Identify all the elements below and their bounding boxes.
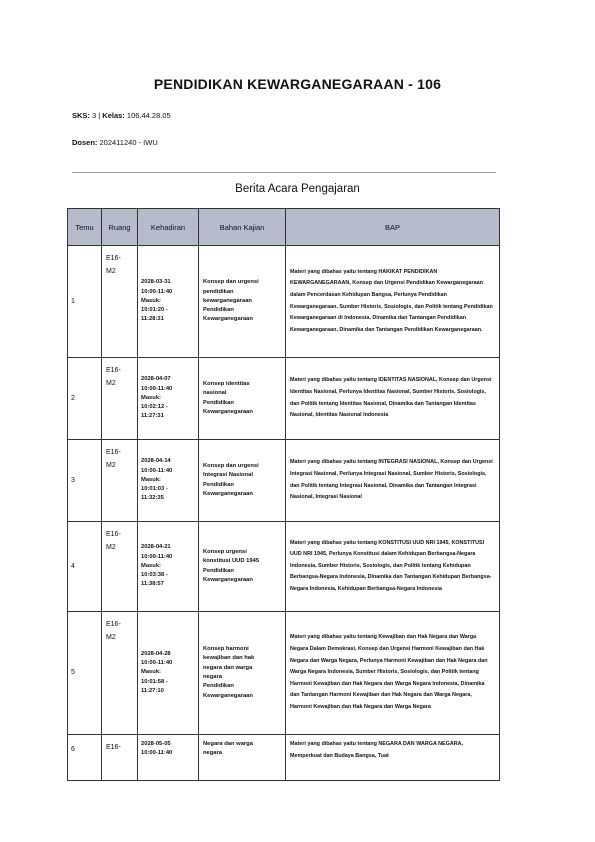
table-row	[68, 735, 500, 781]
cell-temu: 3	[68, 440, 102, 522]
divider	[72, 172, 496, 173]
table-header-row	[68, 209, 500, 246]
header-bap: BAP	[286, 209, 500, 246]
cell-bap: Materi yang dibahas yaitu tentang NEGARA DAN WARGA NEGARA, Memperkuat dan Budaya Bangsa, Tuat	[286, 735, 500, 781]
cell-kehadiran: 2028-04-07 10:00-11:40 Masuk: 10:02:12 - 11:27:31	[138, 358, 199, 440]
header-temu: Temu	[68, 209, 102, 246]
cell-ruang: E16- M2	[102, 522, 138, 612]
cell-kehadiran: 2028-04-28 10:00-11:40 Masuk: 10:01:58 - 11:27:10	[138, 612, 199, 735]
cell-ruang: E16- M2	[102, 612, 138, 735]
table-row	[68, 522, 500, 612]
table-row	[68, 612, 500, 735]
header-kehadiran: Kehadiran	[138, 209, 199, 246]
dosen-label: Dosen:	[72, 138, 98, 147]
cell-kehadiran: 2028-04-14 10:00-11:40 Masuk: 10:01:03 - 11:32:35	[138, 440, 199, 522]
cell-ruang: E16- M2	[102, 440, 138, 522]
table-row	[68, 358, 500, 440]
sks-value: 3 |	[89, 111, 103, 120]
cell-kehadiran: 2028-05-05 10:00-11:40	[138, 735, 199, 781]
cell-ruang: E16- M2	[102, 246, 138, 358]
cell-temu: 1	[68, 246, 102, 358]
cell-kehadiran: 2028-03-31 10:00-11:40 Masuk: 10:01:20 - 11:28:31	[138, 246, 199, 358]
cell-temu: 5	[68, 612, 102, 735]
table-row	[68, 246, 500, 358]
cell-ruang: E16- M2	[102, 358, 138, 440]
header-ruang: Ruang	[102, 209, 138, 246]
sks-label: SKS:	[72, 111, 90, 120]
kelas-value: 106.44.28.05	[124, 111, 171, 120]
cell-bap: Materi yang dibahas yaitu tentang IDENTITAS NASIONAL, Konsep dan Urgensi Identitas Nasional, Perlunya Identitas Nasional, Sumber Historis, Sosiologis, dan Politik tentang Identitas Nasional, Dinamika dan Tantangan Identitas Nasional, Identitas Nasional Indonesia	[286, 358, 500, 440]
cell-bap: Materi yang dibahas yaitu tentang INTEGRASI NASIONAL, Konsep dan Urgensi Integrasi Nasional, Perlunya Integrasi Nasional, Sumber Historis, Sosiologis, dan Politik tentang Integrasi Nasional, Dinamika dan Tantangan Integrasi Nasional, Integrasi Nasional	[286, 440, 500, 522]
cell-temu: 4	[68, 522, 102, 612]
cell-bahan-kajian: Konsep dan urgensi pendidikan kewarganegaraan Pendidikan Kewarganegaraan	[199, 246, 286, 358]
cell-bahan-kajian: Negara dan warga negara	[199, 735, 286, 781]
cell-bap: Materi yang dibahas yaitu tentang HAKIKAT PENDIDIKAN KEWARGANEGARAAN, Konsep dan Urgensi Pendidikan Kewarganegaraan dalam Pencerdasan Kehidupan Bangsa, Perlunya Pendidikan Kewarganegaraan, Sumber Historis, Sosiologis, dan Politik tentang Pendidikan Kewarganegaraan di Indonesia, Dinamika dan Tantangan Pendidikan Kewarganegaraan, Dinamika dan Tantangan Pendidikan Kewarganegaraan.	[286, 246, 500, 358]
cell-bahan-kajian: Konsep harmoni kewajiban dan hak negara dan warga negara Pendidikan Kewarganegaraan	[199, 612, 286, 735]
dosen-value: 202411240 - IWU	[97, 138, 158, 147]
cell-bahan-kajian: Konsep urgensi konstitusi UUD 1945 Pendidikan Kewarganegaraan	[199, 522, 286, 612]
cell-bap: Materi yang dibahas yaitu tentang Kewajiban dan Hak Negara dan Warga Negara Dalam Demokrasi, Konsep dan Urgensi Harmoni Kewajiban dan Hak Negara dan Warga Negara, Perlunya Harmoni Kewajiban dan Hak Negara dan Warga Negara Indonesia, Sumber Historis, Sosiologis, dan Politik tentang Harmoni Kewajiban dan Hak Negara dan Warga Negara Indonesia, Dinamika dan Tantangan Harmoni Kewajiban dan Hak Negara dan Warga Negara, Harmoni Kewajiban dan Hak Negara dan Warga Negara	[286, 612, 500, 735]
cell-bahan-kajian: Konsep identitas nasional Pendidikan Kewarganegaraan	[199, 358, 286, 440]
document-title: PENDIDIKAN KEWARGANEGARAAN - 106	[153, 76, 442, 92]
cell-temu: 6	[68, 735, 102, 781]
cell-temu: 2	[68, 358, 102, 440]
section-title: Berita Acara Pengajaran	[235, 183, 360, 195]
cell-ruang: E16-	[102, 735, 138, 781]
header-bahan-kajian: Bahan Kajian	[199, 209, 286, 246]
table-row	[68, 440, 500, 522]
cell-kehadiran: 2028-04-21 10:00-11:40 Masuk: 10:03:38 - 11:38:57	[138, 522, 199, 612]
lecturer-line	[72, 138, 158, 147]
cell-bap: Materi yang dibahas yaitu tentang KONSTITUSI UUD NRI 1945, KONSTITUSI UUD NRI 1945, Perlunya Konstitusi dalam Kehidupan Berbangsa-Negara Indonesia, Sumber Historis, Sosiologis, dan Politik tentang Kehidupan Berbangsa-Negara Indonesia, Dinamika dan Tantangan Kehidupan Berbangsa-Negara Indonesia, Kehidupan Berbangsa-Negara Indonesia	[286, 522, 500, 612]
cell-bahan-kajian: Konsep dan urgensi Integrasi Nasional Pendidikan Kewarganegaraan	[199, 440, 286, 522]
kelas-label: Kelas:	[102, 111, 125, 120]
bap-table	[67, 208, 500, 781]
course-meta-line	[72, 111, 171, 120]
